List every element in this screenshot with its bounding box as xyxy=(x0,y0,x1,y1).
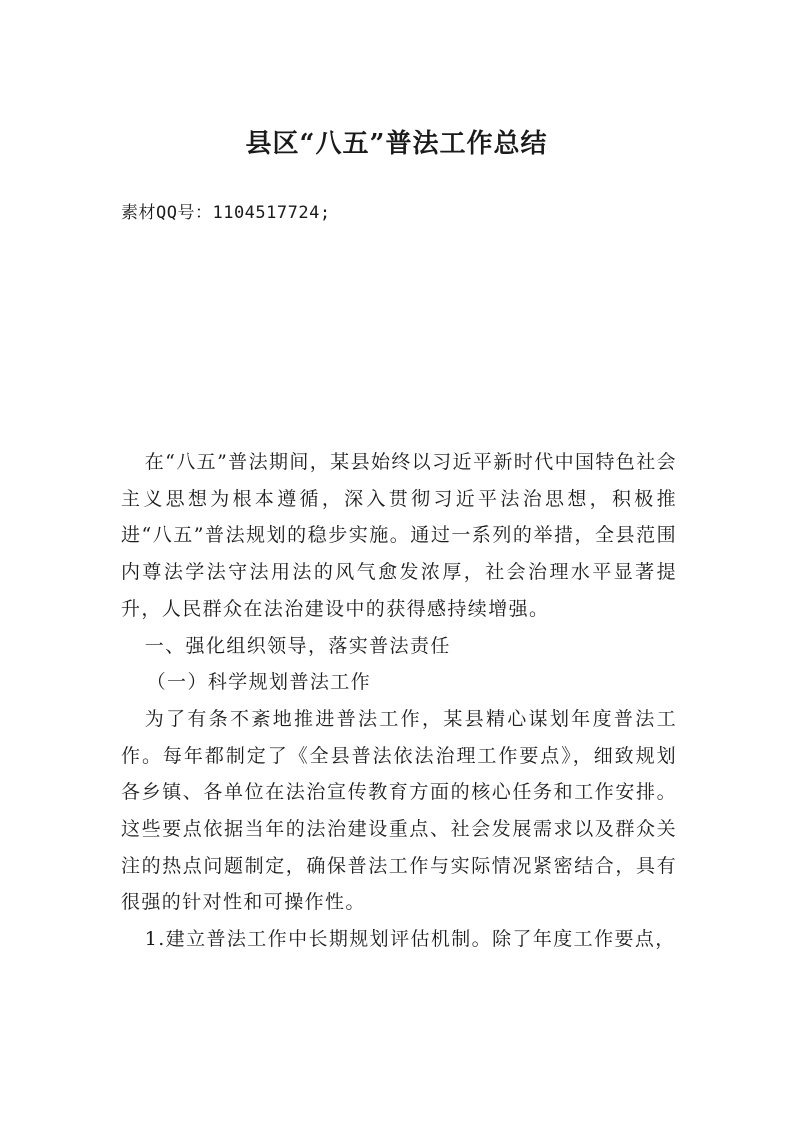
section-heading: 一、强化组织领导，落实普法责任 xyxy=(144,634,451,657)
document-body xyxy=(121,444,677,958)
document-title: 县区“八五”普法工作总结 xyxy=(245,129,548,159)
body-paragraph: 为了有条不紊地推进普法工作，某县精心谋划年度普法工作。每年都制定了《全县普法依法治理工作要点》，细致规划各乡镇、各单位在法治宣传教育方面的核心任务和工作安排。这些要点依据当年的法治建设重点、社会发展需求以及群众关注的热点问题制定，确保普法工作与实际情况紧密结合，具有很强的针对性和可操作性。 xyxy=(121,707,677,914)
list-item: 1.建立普法工作中长期规划评估机制。除了年度工作要点， xyxy=(144,928,676,951)
source-line: 素材QQ号：1104517724; xyxy=(121,203,331,223)
intro-paragraph: 在“八五”普法期间，某县始终以习近平新时代中国特色社会主义思想为根本遵循，深入贯彻习近平法治思想，积极推进“八五”普法规划的稳步实施。通过一系列的举措，全县范围内尊法学法守法用法的风气愈发浓厚，社会治理水平显著提升，人民群众在法治建设中的获得感持续增强。 xyxy=(121,451,677,620)
subsection-heading: （一）科学规划普法工作 xyxy=(146,671,372,694)
